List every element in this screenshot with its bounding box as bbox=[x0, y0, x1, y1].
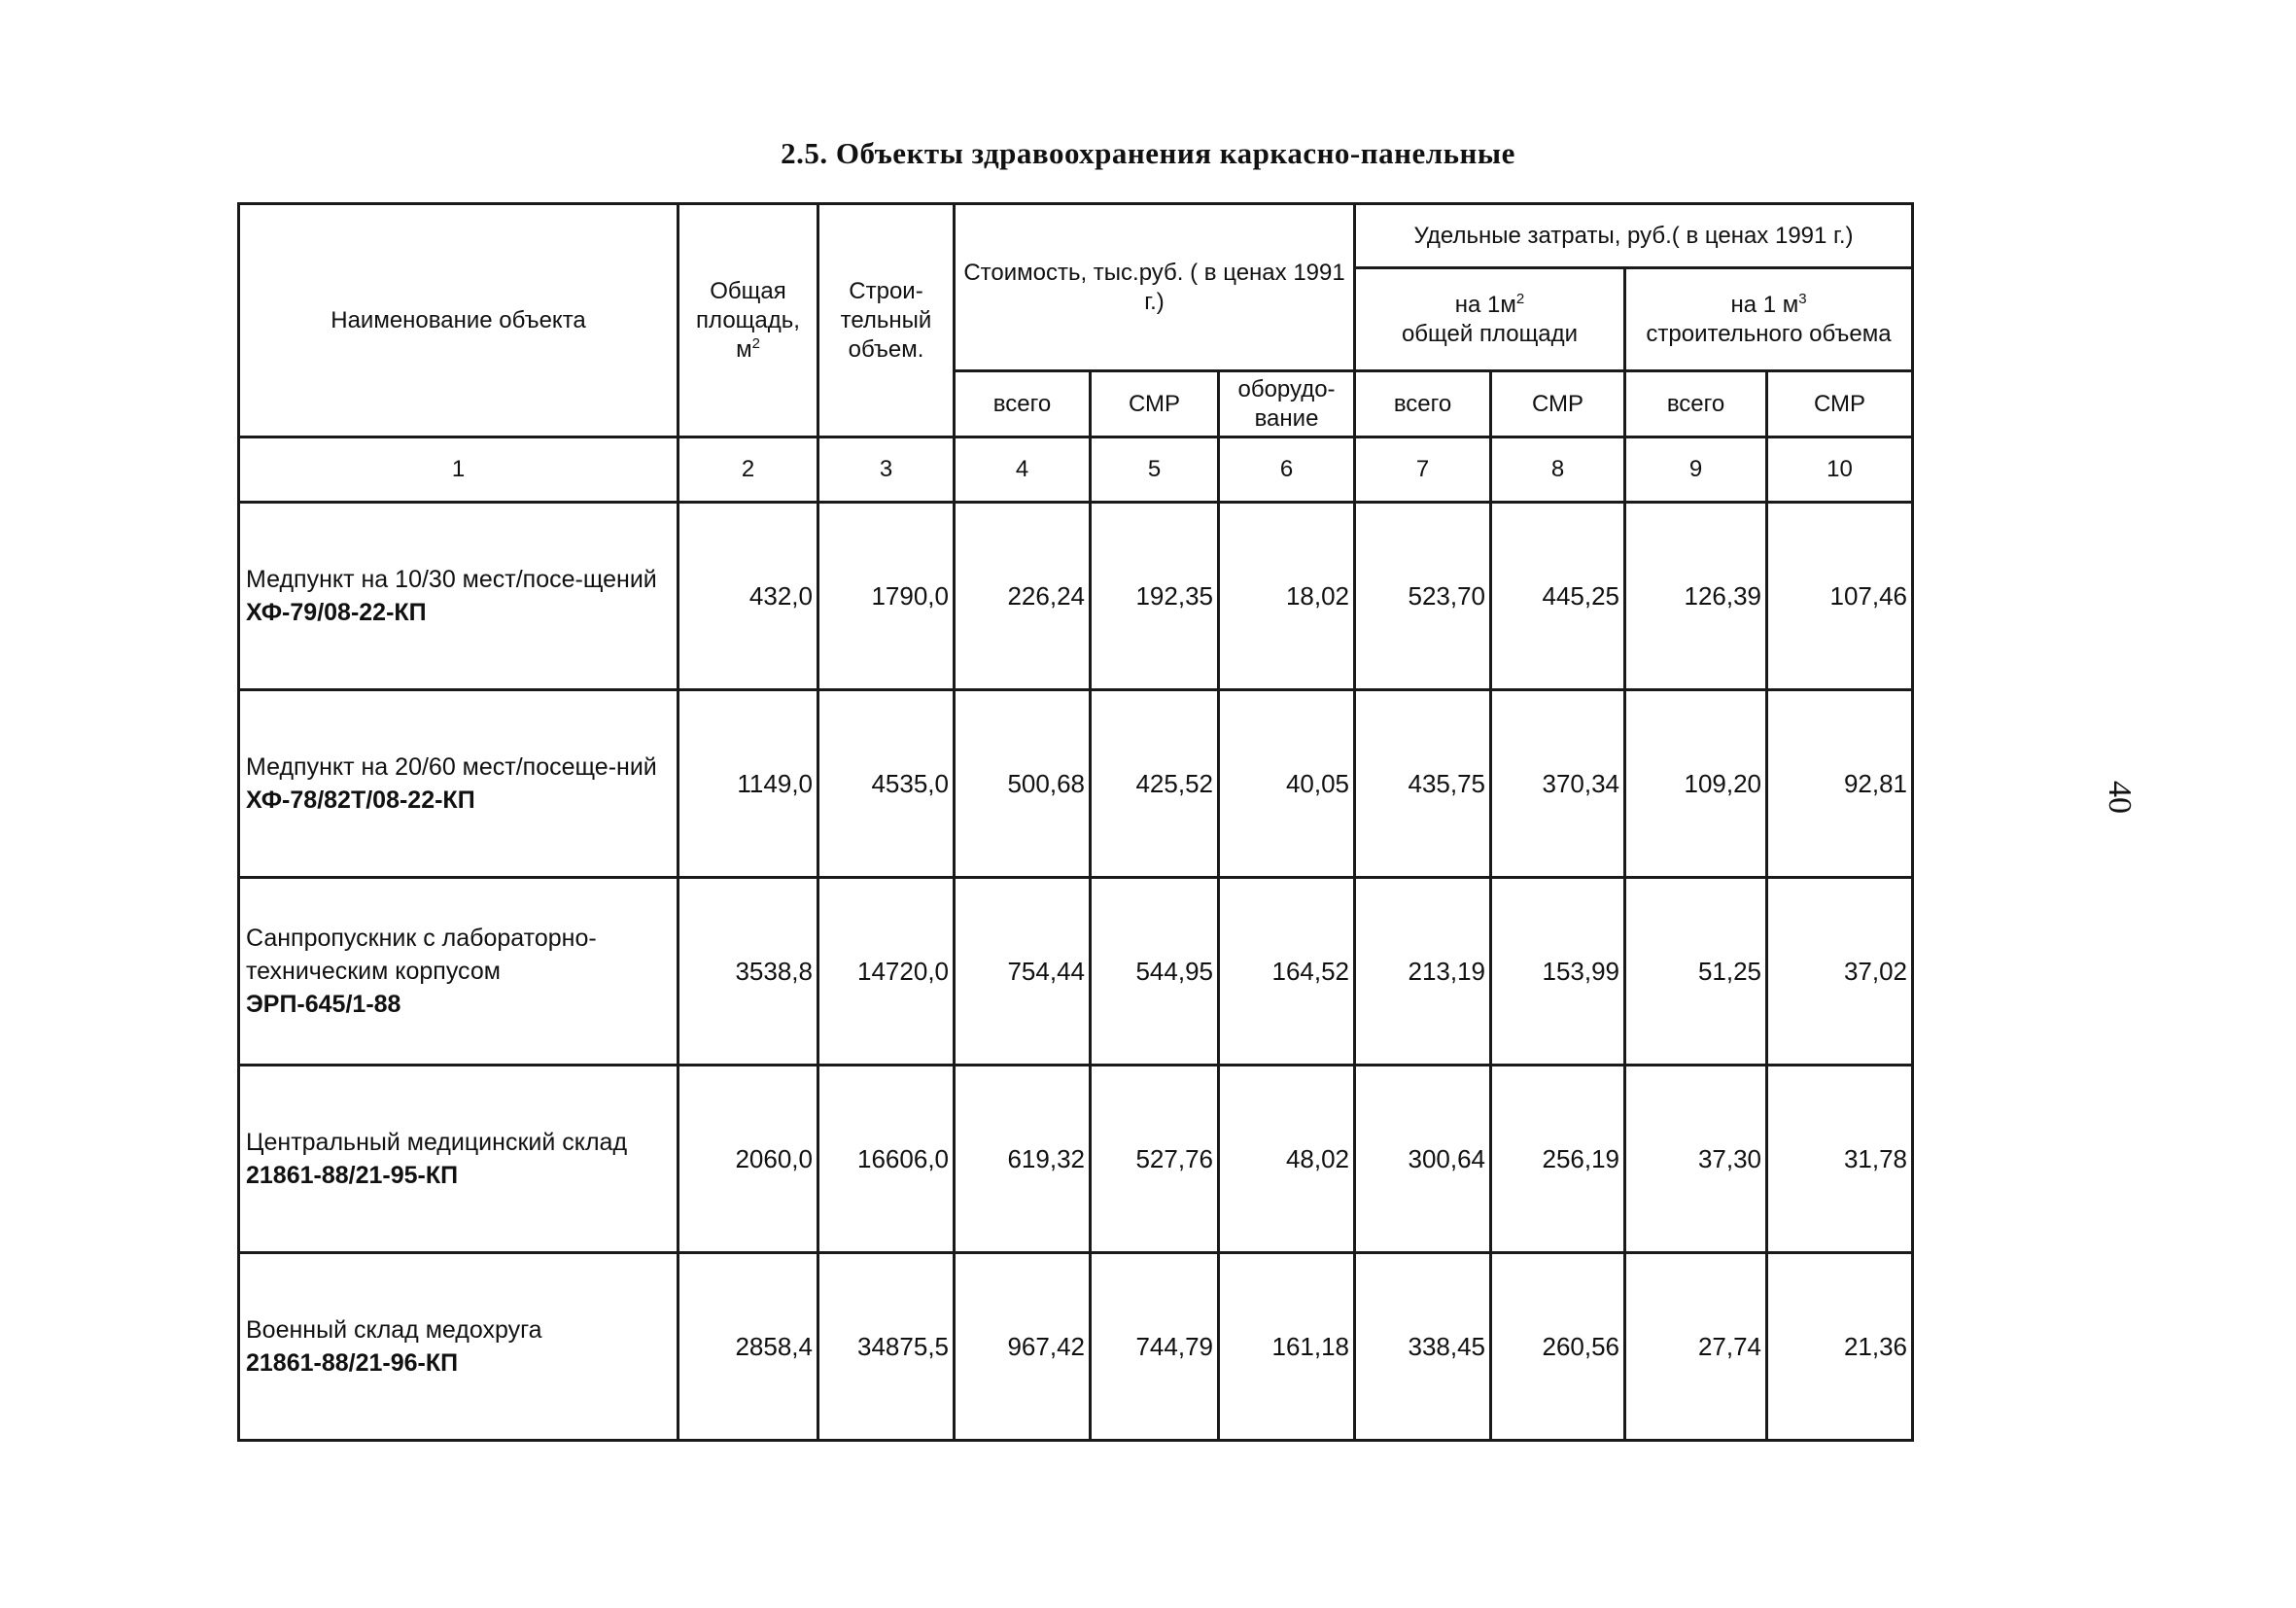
cost-equipment-cell: 18,02 bbox=[1219, 503, 1355, 690]
table-row bbox=[239, 878, 1913, 1066]
m3-smr-cell: 37,02 bbox=[1767, 878, 1913, 1066]
object-name: Медпункт на 20/60 мест/посеще-ний bbox=[246, 753, 657, 781]
m3-total-cell: 37,30 bbox=[1625, 1066, 1767, 1253]
cost-total-cell: 754,44 bbox=[955, 878, 1091, 1066]
header-cost-group: Стоимость, тыс.руб. ( в ценах 1991 г.) bbox=[955, 204, 1355, 371]
header-area-unit: м bbox=[736, 335, 752, 363]
m2-smr-cell: 256,19 bbox=[1491, 1066, 1625, 1253]
header-m2-smr: СМР bbox=[1491, 371, 1625, 437]
m2-smr-cell: 445,25 bbox=[1491, 503, 1625, 690]
cost-total-cell: 500,68 bbox=[955, 690, 1091, 878]
header-per-m2 bbox=[1355, 268, 1625, 371]
header-area-unit-sup: 2 bbox=[751, 334, 760, 352]
m3-smr-cell: 21,36 bbox=[1767, 1253, 1913, 1441]
header-m3-total: всего bbox=[1625, 371, 1767, 437]
header-area-label: Общая площадь, bbox=[696, 277, 800, 333]
cost-equipment-cell: 164,52 bbox=[1219, 878, 1355, 1066]
cost-total-cell: 619,32 bbox=[955, 1066, 1091, 1253]
column-number: 1 bbox=[239, 437, 678, 503]
table-row bbox=[239, 1253, 1913, 1441]
m3-smr-cell: 31,78 bbox=[1767, 1066, 1913, 1253]
cost-smr-cell: 744,79 bbox=[1091, 1253, 1219, 1441]
column-number: 5 bbox=[1091, 437, 1219, 503]
column-number: 4 bbox=[955, 437, 1091, 503]
m2-total-cell: 213,19 bbox=[1355, 878, 1491, 1066]
m2-smr-cell: 260,56 bbox=[1491, 1253, 1625, 1441]
object-name-cell bbox=[239, 503, 678, 690]
cost-equipment-cell: 40,05 bbox=[1219, 690, 1355, 878]
table-row bbox=[239, 1066, 1913, 1253]
object-code: 21861-88/21-95-КП bbox=[246, 1162, 459, 1189]
header-specific-group: Удельные затраты, руб.( в ценах 1991 г.) bbox=[1355, 204, 1913, 268]
object-code: 21861-88/21-96-КП bbox=[246, 1349, 459, 1377]
column-number: 2 bbox=[678, 437, 818, 503]
object-code: ЭРП-645/1-88 bbox=[246, 991, 401, 1018]
m2-total-cell: 338,45 bbox=[1355, 1253, 1491, 1441]
m2-total-cell: 523,70 bbox=[1355, 503, 1491, 690]
header-cost-smr: СМР bbox=[1091, 371, 1219, 437]
volume-cell: 14720,0 bbox=[818, 878, 955, 1066]
area-cell: 3538,8 bbox=[678, 878, 818, 1066]
object-name-cell bbox=[239, 878, 678, 1066]
cost-table bbox=[237, 202, 1914, 1442]
object-name-cell bbox=[239, 690, 678, 878]
m2-smr-cell: 153,99 bbox=[1491, 878, 1625, 1066]
volume-cell: 4535,0 bbox=[818, 690, 955, 878]
m3-total-cell: 27,74 bbox=[1625, 1253, 1767, 1441]
area-cell: 432,0 bbox=[678, 503, 818, 690]
m3-smr-cell: 92,81 bbox=[1767, 690, 1913, 878]
table-row bbox=[239, 690, 1913, 878]
m3-total-cell: 126,39 bbox=[1625, 503, 1767, 690]
object-name: Медпункт на 10/30 мест/посе-щений bbox=[246, 566, 657, 593]
column-number: 10 bbox=[1767, 437, 1913, 503]
cost-smr-cell: 527,76 bbox=[1091, 1066, 1219, 1253]
object-code: ХФ-79/08-22-КП bbox=[246, 599, 427, 626]
column-number: 7 bbox=[1355, 437, 1491, 503]
header-m3-smr: СМР bbox=[1767, 371, 1913, 437]
m3-total-cell: 109,20 bbox=[1625, 690, 1767, 878]
cost-equipment-cell: 161,18 bbox=[1219, 1253, 1355, 1441]
page-number: 40 bbox=[2102, 781, 2138, 814]
area-cell: 2060,0 bbox=[678, 1066, 818, 1253]
volume-cell: 1790,0 bbox=[818, 503, 955, 690]
column-number-row bbox=[239, 437, 1913, 503]
page-title: 2.5. Объекты здравоохранения каркасно-панельные bbox=[781, 136, 1515, 170]
header-area bbox=[678, 204, 818, 437]
column-number: 8 bbox=[1491, 437, 1625, 503]
area-cell: 1149,0 bbox=[678, 690, 818, 878]
header-volume: Строи-тельный объем. bbox=[818, 204, 955, 437]
m2-smr-cell: 370,34 bbox=[1491, 690, 1625, 878]
volume-cell: 16606,0 bbox=[818, 1066, 955, 1253]
object-name-cell bbox=[239, 1253, 678, 1441]
m2-total-cell: 435,75 bbox=[1355, 690, 1491, 878]
m2-total-cell: 300,64 bbox=[1355, 1066, 1491, 1253]
cost-smr-cell: 544,95 bbox=[1091, 878, 1219, 1066]
column-number: 9 bbox=[1625, 437, 1767, 503]
cost-total-cell: 967,42 bbox=[955, 1253, 1091, 1441]
m3-total-cell: 51,25 bbox=[1625, 878, 1767, 1066]
header-cost-equipment: оборудо-вание bbox=[1219, 371, 1355, 437]
object-code: ХФ-78/82Т/08-22-КП bbox=[246, 787, 475, 814]
header-per-m3-sup: 3 bbox=[1798, 290, 1807, 307]
volume-cell: 34875,5 bbox=[818, 1253, 955, 1441]
header-per-m3-prefix: на 1 м bbox=[1730, 291, 1799, 318]
header-per-m3 bbox=[1625, 268, 1913, 371]
object-name-cell bbox=[239, 1066, 678, 1253]
object-name: Центральный медицинский склад bbox=[246, 1129, 628, 1156]
cost-equipment-cell: 48,02 bbox=[1219, 1066, 1355, 1253]
header-cost-total: всего bbox=[955, 371, 1091, 437]
header-name: Наименование объекта bbox=[239, 204, 678, 437]
area-cell: 2858,4 bbox=[678, 1253, 818, 1441]
object-name: Военный склад медохруга bbox=[246, 1316, 542, 1344]
header-per-m2-suffix: общей площади bbox=[1401, 320, 1579, 347]
header-per-m2-prefix: на 1м bbox=[1454, 291, 1516, 318]
cost-total-cell: 226,24 bbox=[955, 503, 1091, 690]
header-m2-total: всего bbox=[1355, 371, 1491, 437]
column-number: 3 bbox=[818, 437, 955, 503]
header-per-m3-suffix: строительного объема bbox=[1646, 320, 1892, 347]
column-number: 6 bbox=[1219, 437, 1355, 503]
cost-smr-cell: 425,52 bbox=[1091, 690, 1219, 878]
m3-smr-cell: 107,46 bbox=[1767, 503, 1913, 690]
table-row bbox=[239, 503, 1913, 690]
header-per-m2-sup: 2 bbox=[1515, 290, 1525, 307]
cost-smr-cell: 192,35 bbox=[1091, 503, 1219, 690]
object-name: Санпропускник с лабораторно-техническим корпусом bbox=[246, 925, 597, 985]
